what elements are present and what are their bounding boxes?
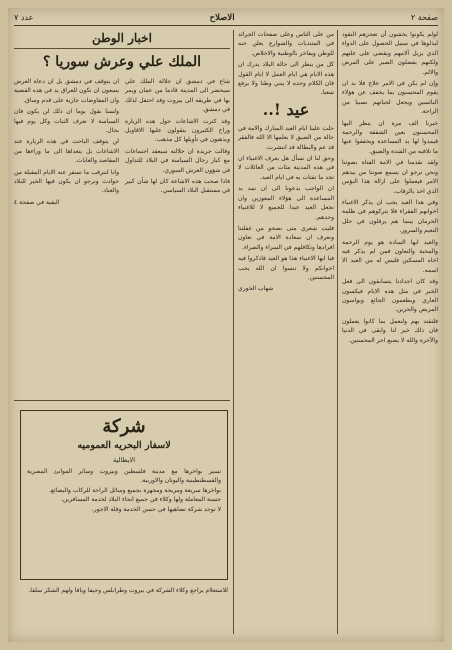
ad-paragraph: لا توجد شركة تضاهيها في حسن الخدمة وقلة الاجور.	[91, 505, 221, 513]
article-paragraph: كل من ينظر الى حالة البلاد يدرك ان هذه الايام هي ايام العمل لا ايام القول فان الكلام وحده لا يبني وطنا ولا يرفع شعبا.	[238, 61, 334, 97]
article-paragraph: ولسنا نقول يوما ان ذلك لن يكون فان السياسة لا تعرف الثبات وكل يوم فيها بحال.	[14, 108, 119, 135]
ad-paragraph: تسير بواخرها مع مدينة فلسطين وبيروت وسائر الموانئ المصرية والقسطنطينية واليونان والاوربية.	[27, 468, 221, 485]
ad-paragraph: بواخرها سريعة ومريحة ومجهزة بجميع وسائل الراحة للركاب والبضائع.	[48, 486, 221, 494]
news-subcolumn-right	[125, 77, 230, 209]
article-paragraph: وإن لم يكن في الامر علاج فلا بد ان يقوم المحسنون بما يخفف عن هؤلاء البائسين ويجعل لحياتهم نصيبا من الراحة.	[342, 80, 438, 116]
article-paragraph: حلت علينا ايام العيد المبارك والامة في حالة من الضيق لا يعلمها الا الله فالفقر قد عم والبطالة قد انتشرت.	[238, 124, 334, 151]
news-subcolumn-left	[14, 77, 119, 209]
article-paragraph: ان الواجب يدعونا الى ان نمد يد المساعدة الى هؤلاء المعوزين وان نجعل العيد عيدا للجميع لا للاغنياء وحدهم.	[238, 185, 334, 221]
article-paragraph: وفي هذا العيد يجب ان يذكر الاغنياء اخوانهم الفقراء فلا يتركوهم في ظلمة الحرمان بينما هم يرفلون في حلل النعيم والسرور.	[342, 198, 438, 235]
news-headline: الملك علي وعرش سوريا ؟	[42, 54, 202, 70]
newspaper-page	[8, 8, 444, 642]
column-divider	[233, 30, 234, 634]
homeland-news-section	[14, 30, 230, 360]
ad-nationality: الايطالية	[112, 456, 136, 464]
article-paragraph: وحق لنا ان نسأل هل يعرف الاغنياء ان في هذه المدينة مئات من العائلات لا تجد ما تقتات به في ايام العيد.	[238, 155, 334, 181]
ad-body	[27, 467, 221, 514]
column-right	[342, 30, 438, 636]
masthead	[14, 11, 438, 26]
section-divider	[14, 400, 230, 401]
ad-company-name: لاسفار البحريه العموميه	[77, 440, 171, 451]
page-number: صفحة ٢	[410, 13, 438, 22]
article-paragraph: فيا ايها الاغنياء هذا هو العيد فاذكروا فيه اخوانكم ولا تنسوا ان الله يحب المحسنين.	[238, 255, 334, 281]
article-paragraph: لن يتوقف الباحث في هذه الزيارة عند الاشاعات بل يتعداها الى ما وراءها من المقاصد والغايات.	[14, 138, 119, 165]
article-paragraph: وانا لنترقب ما تسفر عنه الايام المقبلة من حوادث ونرجو ان يكون فيها الخير للبلاد والعباد.	[14, 168, 119, 195]
article-paragraph: وقد كان اجدادنا يتسابقون الى فعل الخير في مثل هذه الايام فيكسون العاري ويطعمون الجائع ويواسون المريض والحزين.	[342, 278, 438, 314]
column-middle	[238, 30, 334, 636]
article-paragraph: ان يتوقف في دمشق بل ان دعاة العرش يسعون ان تكون للعراق يد في هذه القضية وان المفاوضات جارية على قدم وساق.	[14, 78, 119, 104]
article-paragraph: وقد كثرت الاشاعات حول هذه الزيارة وراح الكثيرون يتقولون عليها الاقاويل ويذهبون في تأويلها كل مذهب.	[125, 117, 230, 144]
ad-company-word: شركة	[102, 416, 146, 437]
article-paragraph: شاع في دمشق ان جلالة الملك علي سيحضر الى المدينة قادما من عمان ويمر بها في طريقه الى بيروت وقد احتفل لذلك في دمشق.	[125, 78, 230, 114]
shipping-company-advertisement	[20, 410, 228, 580]
article-paragraph: والعيد ايها السادة هو يوم الرحمة والمحبة والتعاون فمن لم يذكر فيه اخاه المسكين فليس له من العيد الا اسمه.	[342, 238, 438, 274]
issue-number: عدد ٧	[14, 13, 34, 22]
ad-paragraph: حسنة المعاملة ولها وكلاء في جميع انحاء البلاد لخدمة المسافرين.	[60, 496, 221, 504]
column-divider	[337, 30, 338, 634]
article-paragraph: فلنقتد بهم ولنعمل بما كانوا يعملون فان ذلك خير لنا وابقى في الدنيا والآخرة والله لا يضيع اجر المحسنين.	[342, 317, 438, 344]
newspaper-name: الاصلاح	[209, 13, 235, 23]
continuation-note: البقية في صفحة ٤	[14, 198, 60, 206]
section-kicker: اخبار الوطن	[14, 30, 230, 49]
article-paragraph: خيرنا الف مرة ان ينظر اليها المحسنون بعين الشفقة والرحمة فيمدوا لها يد المساعدة ويخففوا عنها ما تلاقيه من الشدة والضيق.	[342, 119, 438, 155]
eid-headline: عيد !..	[262, 99, 310, 119]
article-paragraph: لولم يكونوا يخشون أن تعجزهم النقود لبذلوها في سبيل الحصول على الدواء الذي يزيل آلامهم ويقضي على علتهم ولكنهم يفضلون الصبر على المرض والالم.	[342, 31, 438, 76]
article-paragraph: فاذا صحت هذه الاشاعة كان لها شأن كبير في مستقبل البلاد السياسي.	[125, 178, 230, 195]
footer-text: للاستعلام يراجع وكلاء الشركة في بيروت وطرابلس وحيفا ويافا ولهم الشكر سلفا.	[28, 587, 228, 594]
article-paragraph: من على الناس وعلى صفحات الجرائد في المتنديات والشوارع يعلن حبه للوطن ويفاخر بالوطنية والاخلاص.	[238, 31, 334, 57]
article-paragraph: ولقد تقدمنا في الامة الفتاة بصوتنا ونحن نرجو ان يسمع صوتنا من بيدهم الامر فيعملوا على ازالة هذا البؤس الذي اخذ بالرقاب.	[342, 159, 438, 195]
article-paragraph: وقالت جريدة ان جلالته سيعقد اجتماعات مع كبار رجال السياسة في البلاد للتداول في شؤون العرش السوري.	[125, 147, 230, 174]
author-signature: شهاب الخوري	[238, 285, 274, 293]
article-paragraph: فليت شعري متى نصحو من غفلتنا ونعرف ان سعادة الامة في تعاون افرادها وتكافلهم في السراء والضراء.	[238, 224, 334, 251]
